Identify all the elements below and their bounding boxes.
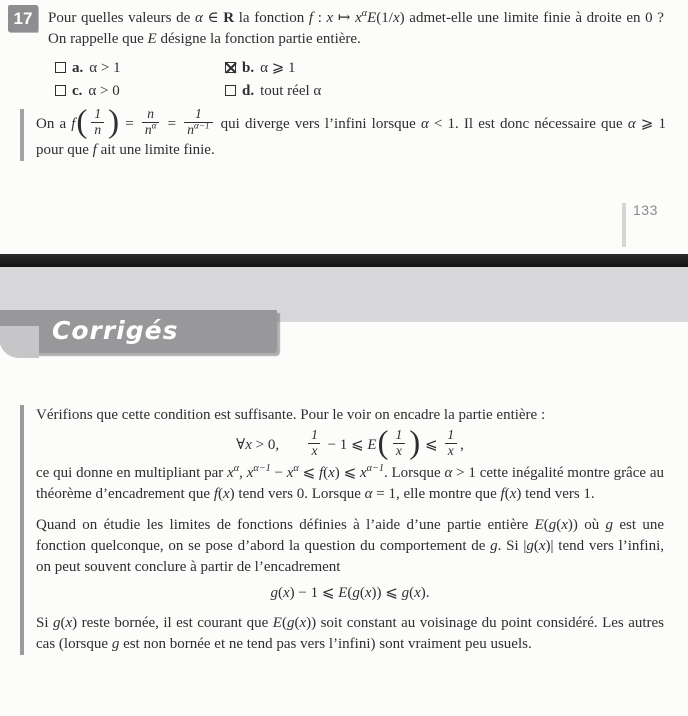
option-d [225, 80, 535, 102]
option-b [225, 57, 535, 79]
option-c-key: c. [72, 83, 83, 99]
option-d-label: tout réel α [260, 83, 322, 99]
page-number: 133 [633, 202, 658, 218]
option-a-key: a. [72, 60, 84, 76]
section-divider-band [0, 254, 688, 267]
option-a [55, 57, 225, 79]
option-b-label: α ⩾ 1 [260, 60, 296, 76]
option-c-checkbox-icon[interactable] [55, 85, 66, 96]
option-b-key: b. [242, 60, 255, 76]
corrige-paragraph-1: Vérifions que cette condition est suffisante. Pour le voir on encadre la partie entière : [36, 407, 546, 423]
corrige-paragraph-4: Si g(x) reste bornée, il est courant que E(g(x)) soit constant au voisinage du point considéré. Les autres cas (lorsque g est non bornée et ne tend pas vers l’infini) sont vraiment peu usuels. [36, 614, 665, 652]
option-a-label: α > 1 [89, 60, 121, 76]
corrige-formula-1: ∀x > 0, $\frac{1}{x}$ − 1 ⩽ E( $\frac{1}{x}$ ) ⩽ $\frac{1}{x}$ , [236, 425, 464, 462]
exercise-statement: Pour quelles valeurs de α ∈ R la fonction f : x ↦ $x^\alpha E(1/x)$ admet-elle une limite finie à droite en 0 ? On rappelle que E désigne la fonction partie entière. [48, 8, 664, 47]
corrige-paragraph-2: ce qui donne en multipliant par $x^\alpha$, $x^{\alpha-1} - x^\alpha$ ⩽ f(x) ⩽ $x^{\alpha-1}$. Lorsque α > 1 cette inégalité montre grâce au théorème d’encadrement que f(x) tend vers 0. Lorsque α = 1, elle montre que f(x) tend vers 1. [36, 462, 664, 502]
corrige-body [20, 405, 664, 655]
option-c [55, 80, 225, 102]
corriges-title: Corrigés [52, 316, 179, 345]
solution-note: On a f( $\frac{1}{n}$ ) = $\frac{n}{n^\alpha}$ = $\frac{1}{n^{\alpha-1}}$ qui diverge vers l’infini lorsque α < 1. Il est donc nécessaire que α ⩾ 1 pour que f ait une limite finie. [20, 109, 666, 161]
exercise-number-badge: 17 [8, 5, 38, 32]
corriges-tab [0, 310, 277, 353]
page-number-rule [622, 203, 626, 247]
option-b-checkbox-icon[interactable] [225, 62, 236, 73]
answer-options [55, 57, 535, 102]
corrige-formula-2: g(x) − 1 ⩽ E(g(x)) ⩽ g(x). [270, 584, 430, 601]
option-d-checkbox-icon[interactable] [225, 85, 236, 96]
option-c-label: α > 0 [88, 83, 120, 99]
option-a-checkbox-icon[interactable] [55, 62, 66, 73]
option-d-key: d. [242, 83, 255, 99]
corrige-paragraph-3: Quand on étudie les limites de fonctions définies à l’aide d’une partie entière E(g(x)) où g est une fonction quelconque, on se pose d’abord la question du comportement de g. Si |g(x)| tend vers l’infini, on peut souvent conclure à partir de l’encadrement [36, 516, 664, 575]
